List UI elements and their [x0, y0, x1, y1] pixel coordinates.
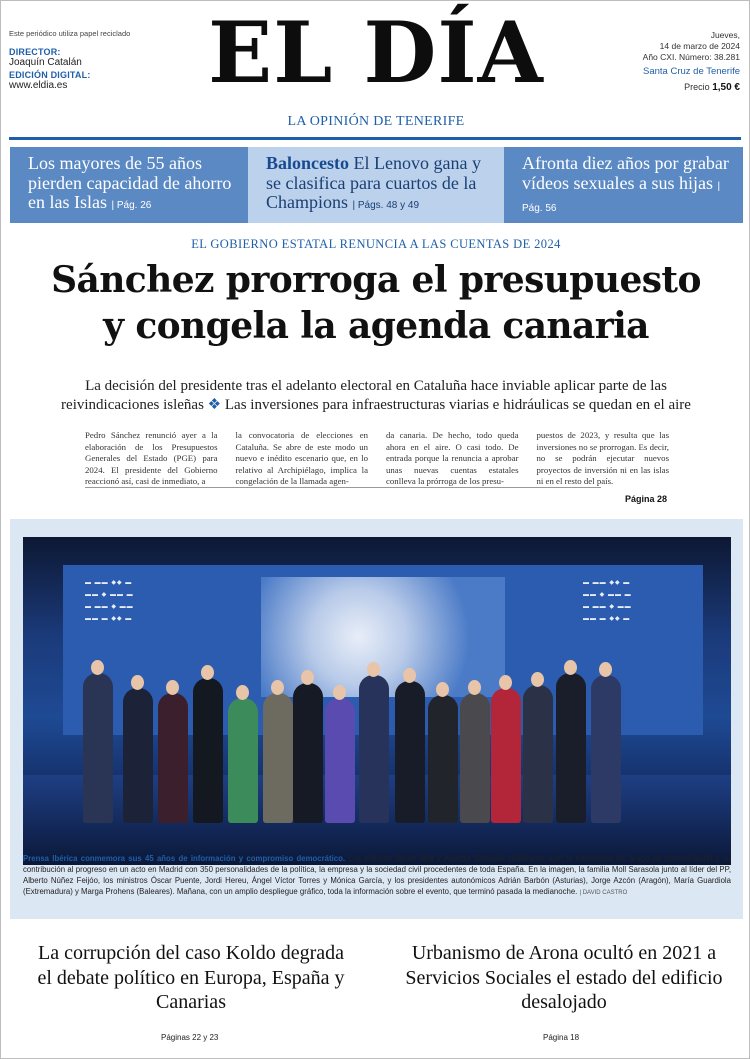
event-photo: [23, 537, 731, 865]
person: [556, 673, 586, 823]
body-rule: [85, 487, 601, 488]
director-name: Joaquín Catalán: [9, 57, 82, 68]
main-deck: [31, 377, 721, 415]
teaser-basketball[interactable]: [248, 147, 504, 223]
digital-edition-label: EDICIÓN DIGITAL:: [9, 70, 91, 80]
deck-part-a: reivindicaciones isleñas: [61, 397, 204, 413]
body-column-1: Pedro Sánchez renunció ayer a la elaboración de los Presupuestos Generales del Estado (PGE) para 2024. El presidente del Gobierno reaccionó así, casi de inmediato, a: [85, 430, 218, 486]
photo-block: [10, 519, 743, 919]
recycled-paper-note: Este periódico utiliza papel reciclado: [9, 29, 131, 38]
person-head: [403, 668, 416, 683]
person-head: [367, 662, 380, 677]
teaser-kicker: Baloncesto: [266, 153, 349, 173]
headline-line-1: Sánchez prorroga el presupuesto: [51, 259, 701, 301]
newspaper-logo: EL DÍA: [208, 3, 544, 102]
teaser-page: | Pág. 56: [522, 180, 721, 214]
person: [263, 693, 293, 823]
tagline: LA OPINIÓN DE TENERIFE: [287, 114, 465, 129]
teaser-page: | Pág. 26: [111, 200, 152, 211]
person-head: [436, 682, 449, 697]
person-head: [564, 660, 577, 675]
person-head: [499, 675, 512, 690]
issue-date: 14 de marzo de 2024: [659, 41, 740, 52]
price: [610, 81, 740, 94]
person-head: [531, 672, 544, 687]
main-headline[interactable]: [1, 257, 750, 349]
masthead-rule: [9, 137, 741, 140]
main-page-ref[interactable]: Página 28: [624, 494, 667, 504]
person: [83, 673, 113, 823]
person: [460, 693, 490, 823]
deck-line-1: La decisión del presidente tras el adelanto electoral en Cataluña hace inviable aplicar parte de las: [85, 378, 667, 394]
teaser-savings[interactable]: [10, 147, 248, 223]
teaser-text: El Lenovo gana y se clasifica para cuartos de la Champions: [266, 153, 481, 212]
sponsor-logos-right: ▬ ▬▬ ◆◆ ▬ ▬▬ ◆ ▬▬ ▬ ▬ ▬▬ ◆ ▬▬ ▬▬ ▬ ◆◆ ▬: [583, 580, 632, 622]
person-head: [271, 680, 284, 695]
body-column-4: puestos de 2023, y resulta que las inversiones no se prorrogan. Es decir, no se podrán ejecutar nuevos proyectos de inversión ni en las islas ni en el resto del país.: [536, 430, 669, 486]
teaser-row: [10, 147, 743, 223]
photo-caption: [23, 853, 731, 899]
teaser-text: Afronta diez años por grabar vídeos sexuales a sus hijas: [522, 153, 729, 193]
deck-part-b: Las inversiones para infraestructuras viarias e hidráulicas se quedan en el aire: [224, 397, 691, 413]
sponsor-logos-left: ▬ ▬▬ ◆◆ ▬ ▬▬ ◆ ▬▬ ▬ ▬ ▬▬ ◆ ▬▬ ▬▬ ▬ ◆◆ ▬: [85, 580, 134, 622]
issue-number: Año CXI. Número: 38.281: [642, 52, 740, 63]
body-column-3: da canaria. De hecho, todo queda ahora en el aire. O casi todo. De entrada porque la renuncia a aprobar unas nuevas cuentas estatales conlleva la prórroga de los presu-: [386, 430, 519, 486]
main-kicker: EL GOBIERNO ESTATAL RENUNCIA A LAS CUENTAS DE 2024: [191, 237, 561, 251]
body-column-2: la convocatoria de elecciones en Cataluña. Se abre de este modo un nuevo e inédito escenario que, en lo relativo al Archipiélago, implica la congelación de la llamada agen-: [235, 430, 368, 486]
teaser-court-case[interactable]: [504, 147, 743, 223]
issue-city: Santa Cruz de Tenerife: [643, 66, 740, 78]
person: [591, 675, 621, 823]
person: [158, 693, 188, 823]
bottom-page-ref-1: Páginas 22 y 23: [161, 1033, 219, 1042]
person-head: [599, 662, 612, 677]
deck-line-2: [31, 396, 721, 415]
bottom-story-arona[interactable]: Urbanismo de Arona ocultó en 2021 a Servicios Sociales el estado del edificio desalojado: [405, 942, 723, 1013]
person-head: [301, 670, 314, 685]
person: [228, 698, 258, 823]
person: [325, 698, 355, 823]
bottom-story-koldo[interactable]: La corrupción del caso Koldo degrada el debate político en Europa, España y Canarias: [37, 942, 345, 1013]
headline-line-2: y congela la agenda canaria: [103, 305, 649, 347]
masthead-right: [610, 30, 740, 94]
bottom-page-ref-2: Página 18: [543, 1033, 580, 1042]
caption-lead: Prensa Ibérica conmemora sus 45 años de información y compromiso democrático.: [23, 854, 346, 863]
digital-edition-url[interactable]: www.eldia.es: [9, 80, 68, 91]
person-head: [91, 660, 104, 675]
caption-body: Los editores Javier Moll y Arantza Sarasola celebraron ayer la trayectoria del grupo de comunicación y su contribución al progreso en un acto en Madrid con 350 personalidades de la política, la empresa y la sociedad civil procedentes de toda España. En la imagen, la familia Moll Sarasola junto al líder del PP, Alberto Núñez Feijóo, los ministros Óscar Puente, Jordi Hereu, Ángel Víctor Torres y Mónica García, y los presidentes autonómicos Adrián Barbón (Asturias), Jorge Azcón (Aragón), María Guardiola (Extremadura) y Marga Prohens (Baleares). Mañana, con un amplio despliegue gráfico, toda la información sobre el evento, que terminó pasada la medianoche.: [23, 854, 731, 896]
person: [395, 681, 425, 823]
price-label: Precio: [684, 82, 710, 93]
person-head: [166, 680, 179, 695]
person: [428, 695, 458, 823]
teaser-page: | Págs. 48 y 49: [352, 200, 420, 211]
person: [491, 688, 521, 823]
person-head: [131, 675, 144, 690]
teaser-text: Los mayores de 55 años pierden capacidad de ahorro en las Islas: [28, 153, 232, 212]
director-label: DIRECTOR:: [9, 47, 61, 57]
issue-day: Jueves,: [710, 30, 740, 40]
person-head: [201, 665, 214, 680]
deck-separator-icon: ❖: [207, 397, 222, 413]
person-head: [236, 685, 249, 700]
person: [123, 688, 153, 823]
person: [359, 675, 389, 823]
person-head: [468, 680, 481, 695]
person: [293, 683, 323, 823]
person-head: [333, 685, 346, 700]
photo-credit: | DAVID CASTRO: [579, 890, 628, 896]
person: [193, 678, 223, 823]
main-body: [85, 430, 669, 486]
person: [523, 685, 553, 823]
price-value: 1,50 €: [712, 82, 740, 94]
